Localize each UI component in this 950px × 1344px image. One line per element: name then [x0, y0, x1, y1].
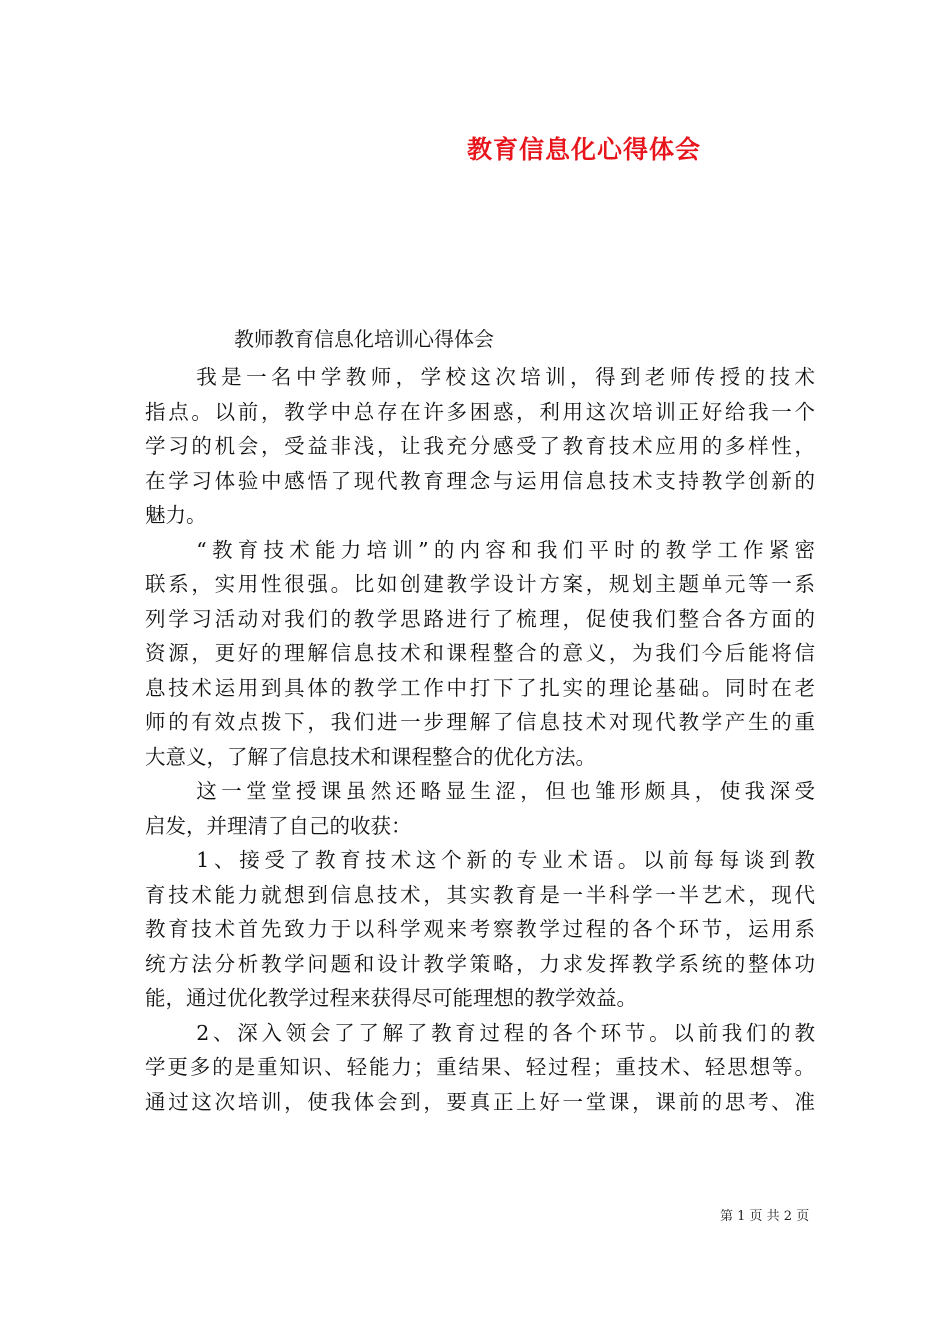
- text-line: 通过这次培训，使我体会到，要真正上好一堂课，课前的思考、准: [145, 1089, 815, 1114]
- text-line: 大意义，了解了信息技术和课程整合的优化方法。: [145, 744, 596, 769]
- text-line: 1、接受了教育技术这个新的专业术语。以前每每谈到教: [196, 848, 815, 872]
- text-line: 统方法分析教学问题和设计教学策略，力求发挥教学系统的整体功: [145, 951, 815, 976]
- text-line: 启发，并理清了自己的收获：: [145, 813, 412, 838]
- document-title: 教育信息化心得体会: [466, 135, 701, 164]
- text-line: 资源，更好的理解信息技术和课程整合的意义，为我们今后能将信: [145, 641, 815, 665]
- text-line: 在学习体验中感悟了现代教育理念与运用信息技术支持教学创新的: [145, 468, 815, 493]
- text-line: 2、深入领会了了解了教育过程的各个环节。以前我们的教: [196, 1020, 815, 1045]
- paragraph-3: [145, 774, 815, 843]
- document-subtitle: 教师教育信息化培训心得体会: [234, 327, 494, 351]
- text-line: 指点。以前，教学中总存在许多困惑，利用这次培训正好给我一个: [145, 399, 815, 424]
- text-line: 列学习活动对我们的教学思路进行了梳理，促使我们整合各方面的: [145, 606, 815, 631]
- text-line: “教育技术能力培训”的内容和我们平时的教学工作紧密: [196, 537, 815, 562]
- paragraph-5: [145, 1016, 815, 1120]
- text-line: 师的有效点拨下，我们进一步理解了信息技术对现代教学产生的重: [145, 710, 815, 734]
- text-line: 我是一名中学教师，学校这次培训，得到老师传授的技术: [196, 365, 815, 389]
- text-line: 学习的机会，受益非浅，让我充分感受了教育技术应用的多样性，: [145, 434, 815, 458]
- text-line: 育技术能力就想到信息技术，其实教育是一半科学一半艺术，现代: [145, 882, 815, 907]
- text-line: 能，通过优化教学过程来获得尽可能理想的教学效益。: [145, 986, 637, 1010]
- text-line: 魅力。: [145, 503, 207, 527]
- page-number: 第 1 页 共 2 页: [720, 1209, 810, 1224]
- paragraph-4: [145, 843, 815, 1016]
- text-line: 这一堂堂授课虽然还略显生涩，但也雏形颇具，使我深受: [196, 779, 815, 803]
- paragraph-2: [145, 533, 815, 775]
- paragraph-1: [145, 360, 815, 533]
- text-line: 教育技术首先致力于以科学观来考察教学过程的各个环节，运用系: [145, 917, 815, 941]
- text-line: 联系，实用性很强。比如创建教学设计方案，规划主题单元等一系: [145, 572, 815, 596]
- text-line: 学更多的是重知识、轻能力；重结果、轻过程；重技术、轻思想等。: [145, 1055, 815, 1079]
- text-line: 息技术运用到具体的教学工作中打下了扎实的理论基础。同时在老: [145, 675, 815, 700]
- body-text: [145, 360, 815, 1119]
